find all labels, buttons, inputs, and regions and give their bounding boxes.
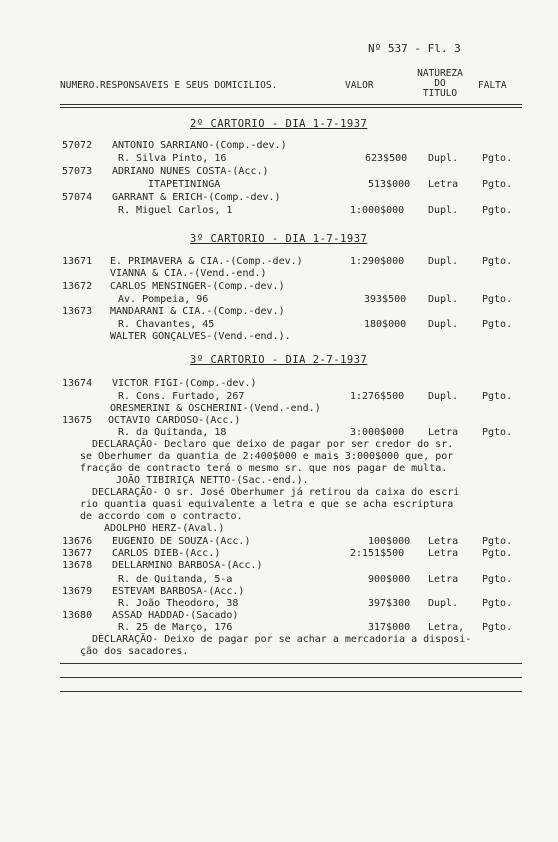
entry-name: EUGENIO DE SOUZA-(Acc.) xyxy=(112,536,251,547)
entry-nature: Dupl. xyxy=(428,205,459,216)
declaration-signer: ADOLPHO HERZ-(Aval.) xyxy=(104,523,225,534)
entry-status: Pgto. xyxy=(482,548,513,559)
entry-status: Pgto. xyxy=(482,598,513,609)
entry-nature: Letra xyxy=(428,548,459,559)
entry-value: 393$500 xyxy=(364,294,407,305)
entry-value: 2:151$500 xyxy=(350,548,405,559)
entry-nature: Dupl. xyxy=(428,391,459,402)
entry-number: 13673 xyxy=(62,306,93,317)
entry-value: 180$000 xyxy=(364,319,407,330)
entry-name: ADRIANO NUNES COSTA-(Acc.) xyxy=(112,166,269,177)
entry-address: ITAPETININGA xyxy=(148,179,221,190)
page-reference: Nº 537 - Fl. 3 xyxy=(368,42,461,55)
header-valor: VALOR xyxy=(345,80,374,91)
entry-value: 1:000$000 xyxy=(350,205,405,216)
entry-value: 900$000 xyxy=(368,574,411,585)
entry-number: 13672 xyxy=(62,281,93,292)
entry-nature: Dupl. xyxy=(428,153,459,164)
entry-nature: Dupl. xyxy=(428,319,459,330)
header-rule-double xyxy=(60,107,522,108)
entry-address: R. Chavantes, 45 xyxy=(118,319,215,330)
entry-name: OCTAVIO CARDOSO-(Acc.) xyxy=(108,415,241,426)
declaration-text: de accordo com o contracto. xyxy=(80,511,243,522)
header-rule xyxy=(60,104,522,105)
entry-address: Av. Pompeia, 96 xyxy=(118,294,209,305)
entry-status: Pgto. xyxy=(482,427,513,438)
entry-name: CARLOS MENSINGER-(Comp.-dev.) xyxy=(110,281,285,292)
header-natureza xyxy=(410,69,470,99)
section-title: 3º CARTORIO - DIA 1-7-1937 xyxy=(190,233,368,245)
entry-address: R. Miguel Carlos, 1 xyxy=(118,205,233,216)
entry-number: 13676 xyxy=(62,536,93,547)
entry-number: 13675 xyxy=(62,415,93,426)
declaration-text: ção dos sacadores. xyxy=(80,646,189,657)
entry-value: 1:290$000 xyxy=(350,256,405,267)
declaration-text: DECLARAÇÃO- O sr. José Oberhumer já retirou da caixa do escri xyxy=(92,487,460,498)
entry-nature: Letra, xyxy=(428,622,465,633)
entry-number: 13671 xyxy=(62,256,93,267)
header-responsaveis: NUMERO.RESPONSAVEIS E SEUS DOMICILIOS. xyxy=(60,80,278,91)
declaration-text: DECLARAÇÃO- Deixo de pagar por se achar a mercadoria a disposi- xyxy=(92,634,472,645)
entry-value: 100$000 xyxy=(368,536,411,547)
header-natureza-line1: NATUREZA xyxy=(417,68,463,79)
closing-rule xyxy=(60,677,522,678)
entry-nature: Dupl. xyxy=(428,294,459,305)
declaration-signer: JOÃO TIBIRIÇA NETTO-(Sac.-end.). xyxy=(116,475,309,486)
declaration-text: DECLARAÇÃO- Declaro que deixo de pagar por ser credor do sr. xyxy=(92,439,454,450)
entry-status: Pgto. xyxy=(482,205,513,216)
section-title: 3º CARTORIO - DIA 2-7-1937 xyxy=(190,354,368,366)
entry-number: 57074 xyxy=(62,192,93,203)
entry-name: CARLOS DIEB-(Acc.) xyxy=(112,548,221,559)
entry-value: 1:276$500 xyxy=(350,391,405,402)
header-natureza-line3: TITULO xyxy=(422,88,458,99)
entry-address: R. de Quitanda, 5-a xyxy=(118,574,233,585)
entry-address: R. Cons. Furtado, 267 xyxy=(118,391,245,402)
entry-value: 317$000 xyxy=(368,622,411,633)
entry-name: ANTONIO SARRIANO-(Comp.-dev.) xyxy=(112,140,287,151)
entry-address: R. João Theodoro, 38 xyxy=(118,598,239,609)
section-title: 2º CARTORIO - DIA 1-7-1937 xyxy=(190,118,368,130)
entry-endorser: VIANNA & CIA.-(Vend.-end.) xyxy=(110,268,267,279)
closing-rule xyxy=(60,691,522,692)
entry-status: Pgto. xyxy=(482,179,513,190)
entry-address: R. da Quitanda, 18 xyxy=(118,427,227,438)
entry-name: ASSAD HADDAD-(Sacado) xyxy=(112,610,239,621)
entry-name: ESTEVAM BARBOSA-(Acc.) xyxy=(112,586,245,597)
entry-number: 57072 xyxy=(62,140,93,151)
entry-value: 3:000$000 xyxy=(350,427,405,438)
entry-address: R. 25 de Março, 176 xyxy=(118,622,233,633)
entry-name: GARRANT & ERICH-(Comp.-dev.) xyxy=(112,192,281,203)
entry-endorser: WALTER GONÇALVES-(Vend.-end.). xyxy=(110,331,291,342)
entry-address: R. Silva Pinto, 16 xyxy=(118,153,227,164)
entry-value: 397$300 xyxy=(368,598,411,609)
entry-status: Pgto. xyxy=(482,153,513,164)
entry-nature: Letra xyxy=(428,536,459,547)
entry-nature: Letra xyxy=(428,427,459,438)
declaration-text: se Oberhumer da quantia de 2:400$000 e mais 3:000$000 que, por xyxy=(80,451,454,462)
header-natureza-line2: DO xyxy=(434,78,446,89)
header-falta: FALTA xyxy=(478,80,507,91)
entry-number: 13678 xyxy=(62,560,93,571)
entry-number: 57073 xyxy=(62,166,93,177)
entry-name: VICTOR FIGI-(Comp.-dev.) xyxy=(112,378,257,389)
entry-value: 623$500 xyxy=(365,153,408,164)
entry-status: Pgto. xyxy=(482,256,513,267)
entry-name: MANDARANI & CIA.-(Comp.-dev.) xyxy=(110,306,285,317)
entry-number: 13680 xyxy=(62,610,93,621)
declaration-text: rio quantia quasi equivalente a letra e que se acha escriptura xyxy=(80,499,454,510)
entry-number: 13674 xyxy=(62,378,93,389)
entry-status: Pgto. xyxy=(482,319,513,330)
entry-name: DELLARMINO BARBOSA-(Acc.) xyxy=(112,560,263,571)
entry-number: 13677 xyxy=(62,548,93,559)
entry-endorser: ORESMERINI & OSCHERINI-(Vend.-end.) xyxy=(110,403,321,414)
entry-status: Pgto. xyxy=(482,391,513,402)
closing-rule xyxy=(60,663,522,664)
entry-value: 513$000 xyxy=(368,179,411,190)
entry-status: Pgto. xyxy=(482,574,513,585)
entry-nature: Dupl. xyxy=(428,598,459,609)
declaration-text: fracção de contracto terá o mesmo sr. que nos pagar de multa. xyxy=(80,463,448,474)
entry-status: Pgto. xyxy=(482,294,513,305)
entry-name: E. PRIMAVERA & CIA.-(Comp.-dev.) xyxy=(110,256,303,267)
entry-status: Pgto. xyxy=(482,536,513,547)
entry-nature: Letra xyxy=(428,179,459,190)
entry-number: 13679 xyxy=(62,586,93,597)
entry-nature: Dupl. xyxy=(428,256,459,267)
entry-status: Pgto. xyxy=(482,622,513,633)
entry-nature: Letra xyxy=(428,574,459,585)
